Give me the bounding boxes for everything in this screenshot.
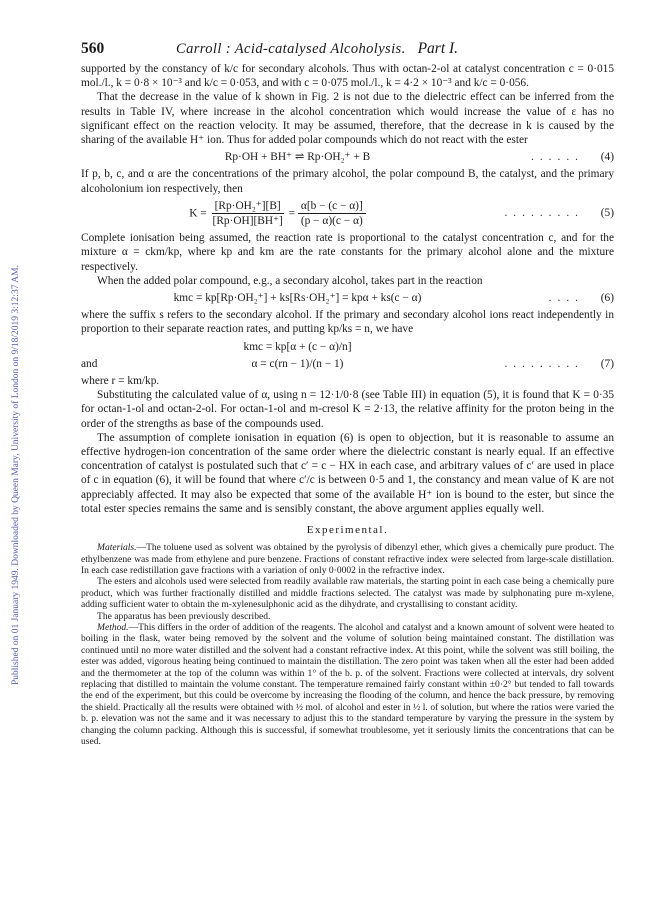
- equation-5-lhs: K =: [189, 207, 207, 220]
- equation-7a: [81, 340, 614, 354]
- equation-4: Rp·OH + BH⁺ ⇌ Rp·OH₂⁺ + B ...... (4): [81, 150, 614, 164]
- equation-6-body: kmc = kp[Rp·OH₂⁺] + ks[Rs·OH₂⁺] = kpα + ks(c − α): [173, 292, 422, 305]
- paragraph-3: If p, b, c, and α are the concentrations of the primary alcohol, the polar compound B, the catalyst, and the primary alcoholonium ion respectively, then: [81, 168, 614, 195]
- materials-text: —The toluene used as solvent was obtained by the pyrolysis of dibenzyl ether, which gives a chemically pure product. The ethylbenzene was made from ethylene and pure benzene. Fractions of constant refractive index were selected from large-scale distillation. In each case redistillation gave fractions with a variation of only 0·0002 in the refractive index.: [81, 542, 614, 576]
- equation-5-fraction-1: [210, 199, 286, 228]
- equation-7-number: (7): [600, 357, 614, 370]
- method-text: —This differs in the order of addition of the reagents. The alcohol and catalyst and a known amount of solvent were heated to boiling in the flask, water being removed by the solvent and the volume of solution being maintained constant. The distillation was continued until no more water distilled and the solvent had a constant refractive index. At this point, while the solvent was still boiling, the ester was added, vigorous heating being continued to maintain the distillation. The zero point was taken when all the ester had been added and the thermometer at the top of the column was within 1° of the b. p. of the solvent. Fractions were collected at intervals, dry solvent replacing that distilled to maintain the volume constant. The temperature remained fairly constant within ±0·2° but tended to fall towards the end of the experiment, but this could be overcome by increasing the flooding of the column, and hence the back pressure, by removing the shield. Practically all the results were obtained with ½ mol. of alcohol and ester in ½ l. of solution, but where the ratios were varied the b. p. elevation was not the same and it was necessary to adjust this to the standard temperature by varying the pressure in the system by changing the column packing. Although this is successful, if somewhat troublesome, yet it seriously limits the concentrations that can be used.: [81, 621, 614, 747]
- equation-5-numerator-2: α[b − (c − α)]: [298, 199, 366, 214]
- experimental-section: [81, 542, 614, 747]
- equation-5-numerator-1: [Rp·OH₂⁺][B]: [212, 199, 284, 214]
- equation-5-denominator-1: [Rp·OH][BH⁺]: [212, 215, 283, 228]
- equation-6: kmc = kp[Rp·OH₂⁺] + ks[Rs·OH₂⁺] = kpα + ks(c − α) .... (6): [81, 291, 614, 305]
- equation-5-number: (5): [600, 207, 614, 220]
- equation-5-denominator-2: (p − α)(c − α): [300, 215, 363, 228]
- experimental-apparatus: The apparatus has been previously described.: [97, 610, 271, 622]
- equation-7a-body: kmc = kp[α + (c − α)/n]: [243, 340, 352, 353]
- experimental-materials: [81, 542, 614, 576]
- equation-7b: and α = c(rn − 1)/(n − 1) ......... (7): [81, 357, 614, 370]
- running-part: Part I.: [417, 40, 459, 57]
- experimental-method: [81, 622, 614, 747]
- running-header: [81, 40, 614, 58]
- equation-4-body: Rp·OH + BH⁺ ⇌ Rp·OH₂⁺ + B: [224, 151, 371, 164]
- method-label: Method.: [97, 621, 129, 633]
- equation-7-and: and: [81, 357, 98, 370]
- page-number: 560: [81, 40, 105, 57]
- paragraph-8: where r = km/kp.: [81, 375, 160, 388]
- journal-page: [81, 40, 614, 747]
- paragraph-2: That the decrease in the value of k shown in Fig. 2 is not due to the dielectric effect can be inferred from the results in Table IV, where increase in the alcohol concentration which would increase the value of ε has no significant effect on the reaction velocity. It may be assumed, therefore, that the decrease in k is caused by the sharing of the available H⁺ ion. Thus for added polar compounds which do not react with the ester: [81, 91, 614, 147]
- paragraph-4: Complete ionisation being assumed, the reaction rate is proportional to the catalyst concentration c, and for the mixture α = ckm/kp, where kp and km are the rate constants for the primary alcohol alone and the mixture respectively.: [81, 232, 614, 273]
- paragraph-10: The assumption of complete ionisation in equation (6) is open to objection, but it is reasonable to assume an effective hydrogen-ion concentration of the same order where the dielectric constant is nearly equal. If an effective concentration of catalyst is postulated such that c′ = c − HX in each case, and arbitrary values of c′ are used in place of c in equation (6), it will be found that where c′/c is between 0·5 and 1, the constancy and mean value of K are not appreciably affected. It may also be expected that some of the available H⁺ ion is bound to the ester, but since the total ester species remains the same and is sensibly constant, the above argument applies equally well.: [81, 431, 614, 515]
- paragraph-1: supported by the constancy of k/c for secondary alcohols. Thus with octan-2-ol at catalyst concentration c = 0·015 mol./l., k = 0·8 × 10⁻³ and k/c = 0·053, and with c = 0·075 mol./l., k = 4·2 × 10⁻³ and k/c = 0·056.: [81, 63, 614, 90]
- download-watermark: [0, 40, 20, 900]
- running-title: Carroll : Acid-catalysed Alcoholysis.: [176, 41, 406, 57]
- equation-5-fraction-2: [298, 199, 366, 228]
- materials-label: Materials.: [97, 542, 137, 554]
- section-heading-experimental: Experimental.: [306, 524, 389, 537]
- equation-4-number: (4): [600, 151, 614, 164]
- paragraph-5: When the added polar compound, e.g., a secondary alcohol, takes part in the reaction: [97, 274, 483, 287]
- paragraph-6: where the suffix s refers to the secondary alcohol. If the primary and secondary alcohol ions react independently in proportion to their separate reaction rates, and putting kp/ks = n, we have: [81, 309, 614, 336]
- experimental-esters: The esters and alcohols used were selected from readily available raw materials, the starting point in each case being a chemically pure product, which was further fractionally distilled and middle fractions selected. The catalyst was made by sulphonating pure m-xylene, adding sufficient water to obtain the m-xylenesulphonic acid as the dihydrate, and crystallising to constant acidity.: [81, 576, 614, 611]
- equation-5: K = $\frac{\text{[Rp·OH₂⁺][B]}}{[Rp\cdot OH][BH^+]}$ = $\frac{\alpha[b - (c - \alpha)]}{(p - \alpha)(c - \alpha)}$ ......... (5): [189, 199, 614, 228]
- paragraph-9: Substituting the calculated value of α, using n = 12·1/0·8 (see Table III) in equation (5), it is found that K = 0·35 for octan-1-ol and octan-2-ol. For octan-1-ol and m-cresol K = 2·13, the relative affinity for the proton being in the order of the strengths as base of the compounds used.: [81, 389, 614, 430]
- download-watermark-text: Published on 01 January 1949. Downloaded by Queen Mary, University of London on 9/18/2019 3:12:37 AM.: [11, 265, 21, 685]
- equation-6-number: (6): [600, 292, 614, 305]
- equation-7b-body: α = c(rn − 1)/(n − 1): [251, 357, 344, 370]
